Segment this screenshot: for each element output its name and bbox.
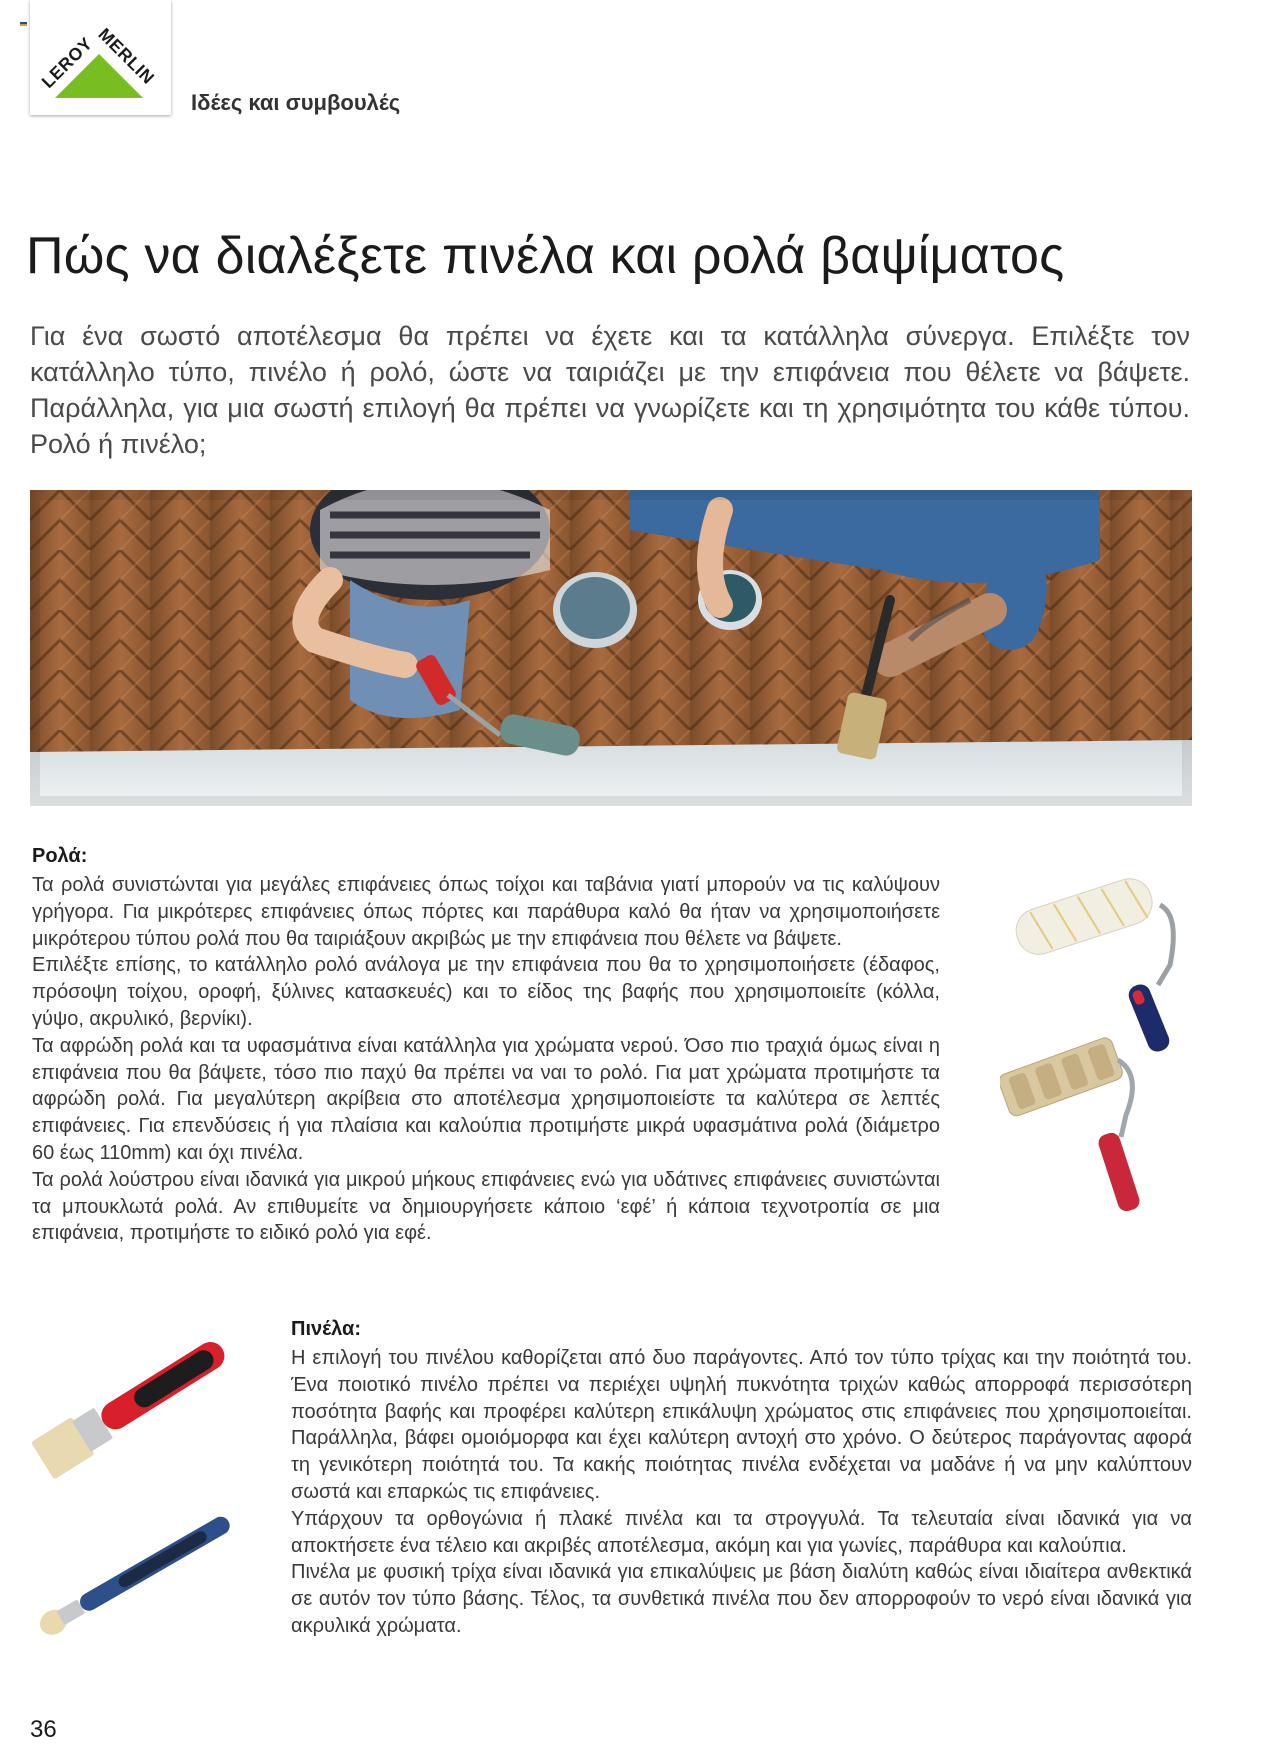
pinela-paragraph: Πινέλα με φυσική τρίχα είναι ιδανικά για επικαλύψεις με βάση διαλύτη καθώς είναι ιδιαίτερα ανθεκτικά σε αυτόν τον τύπο βάσης. Τέλος, τα συνθετικά πινέλα που δεν απορροφούν το νερό είναι ιδανικά για ακρυλικά χρώματα. [291,1561,1192,1637]
rolla-text [32,872,940,1247]
section-label: Ιδέες και συμβουλές [191,90,401,115]
rolla-paragraph: Τα ρολά συνιστώνται για μεγάλες επιφάνειες όπως τοίχοι και ταβάνια γιατί μπορούν να τις καλύψουν γρήγορα. Για μικρότερες επιφάνειες όπως πόρτες και παράθυρα καλό θα ήταν να χρησιμοποιήσετε μικρότερου τύπου ρολά που θα ταιριάξουν ακριβώς με την επιφάνεια που θέλετε να βάψετε. [32,874,940,950]
rolla-heading: Ρολά: [32,845,88,867]
page-title: Πώς να διαλέξετε πινέλα και ρολά βαψίματος [26,227,1065,285]
leroy-merlin-logo[interactable] [30,0,171,115]
rolla-paragraph: Τα αφρώδη ρολά και τα υφασμάτινα είναι κατάλληλα για χρώματα νερού. Όσο πιο τραχιά όμως είναι η επιφάνεια που θα βάψετε, τόσο πιο παχύ θα πρέπει να ναι το ρολό. Για ματ χρώματα προτιμήστε τα αφρώδη ρολά. Για μεγαλύτερη ακρίβεια στο αποτέλεσμα χρησιμοποιείστε τα καλύτερα σε λεπτές επιφάνειες. Για επενδύσεις ή για πλαίσια και καλούπια προτιμήστε μικρά υφασμάτινα ρολά (διάμετρο 60 έως 110mm) και όχι πινέλα. [32,1034,940,1164]
page-number: 36 [30,1716,57,1743]
corner-mark [20,22,27,26]
rolla-paragraph: Τα ρολά λούστρου είναι ιδανικά για μικρού μήκους επιφάνειες ενώ για υδάτινες επιφάνειες συνιστώνται τα μπουκλωτά ρολά. Αν επιθυμείτε να δημιουργήσετε κάποιο ‘εφέ’ ή κάποια τεχνοτροπία σε μια επιφάνεια, προτιμήστε το ειδικό ρολό για εφέ. [32,1168,940,1245]
svg-text:LEROY MERLIN: LEROY MERLIN [37,23,159,92]
intro-paragraph: Για ένα σωστό αποτέλεσμα θα πρέπει να έχετε και τα κατάλληλα σύνεργα. Επιλέξτε τον κατάλληλο τύπο, πινέλο ή ρολό, ώστε να ταιριάζει με την επιφάνεια που θέλετε να βάψετε. Παράλληλα, για μια σωστή επιλογή θα πρέπει να γνωρίζετε και τη χρησιμότητα του κάθε τύπου. Ρολό ή πινέλο; [30,321,1190,459]
pinela-paragraph: Υπάρχουν τα ορθογώνια ή πλακέ πινέλα και τα στρογγυλά. Τα τελευταία είναι ιδανικά για να αποκτήσετε ένα τέλειο και ακριβές αποτέλεσμα, ακόμη και για γωνίες, παράθυρα και καλούπια. [291,1507,1192,1557]
hero-photo [30,490,1192,806]
rolla-paragraph: Επιλέξτε επίσης, το κατάλληλο ρολό ανάλογα με την επιφάνεια που θα το χρησιμοποιήσετε (έδαφος, πρόσοψη τοίχου, οροφή, ξύλινες κατασκευές) και το είδος της βαφής που χρησιμοποιείτε (κόλλα, γύψο, ακρυλικό, βερνίκι). [32,954,940,1030]
pinela-paragraph: Η επιλογή του πινέλου καθορίζεται από δυο παράγοντες. Από τον τύπο τρίχας και την ποιότητά του. Ένα ποιοτικό πινέλο πρέπει να περιέχει υψηλή πυκνότητα τριχών καθώς απορροφά περισσότερη ποσότητα βαφής και προφέρει καλύτερη επικάλυψη χρώματος στις επιφάνειες που χρησιμοποιείται. Παράλληλα, βάφει ομοιόμορφα και έχει καλύτερη αντοχή στο χρόνο. Ο δεύτερος παράγοντας αφορά τη γενικότερη ποιότητά του. Τα κακής ποιότητας πινέλα ενδέχεται να μαδάνε ή να μην καλύπτουν σωστά και επαρκώς τις επιφάνειες. [291,1347,1192,1503]
pinela-heading: Πινέλα: [291,1318,361,1340]
paintbrushes-image [25,1320,255,1650]
pinela-text [291,1345,1192,1640]
paint-rollers-image [1000,870,1210,1230]
